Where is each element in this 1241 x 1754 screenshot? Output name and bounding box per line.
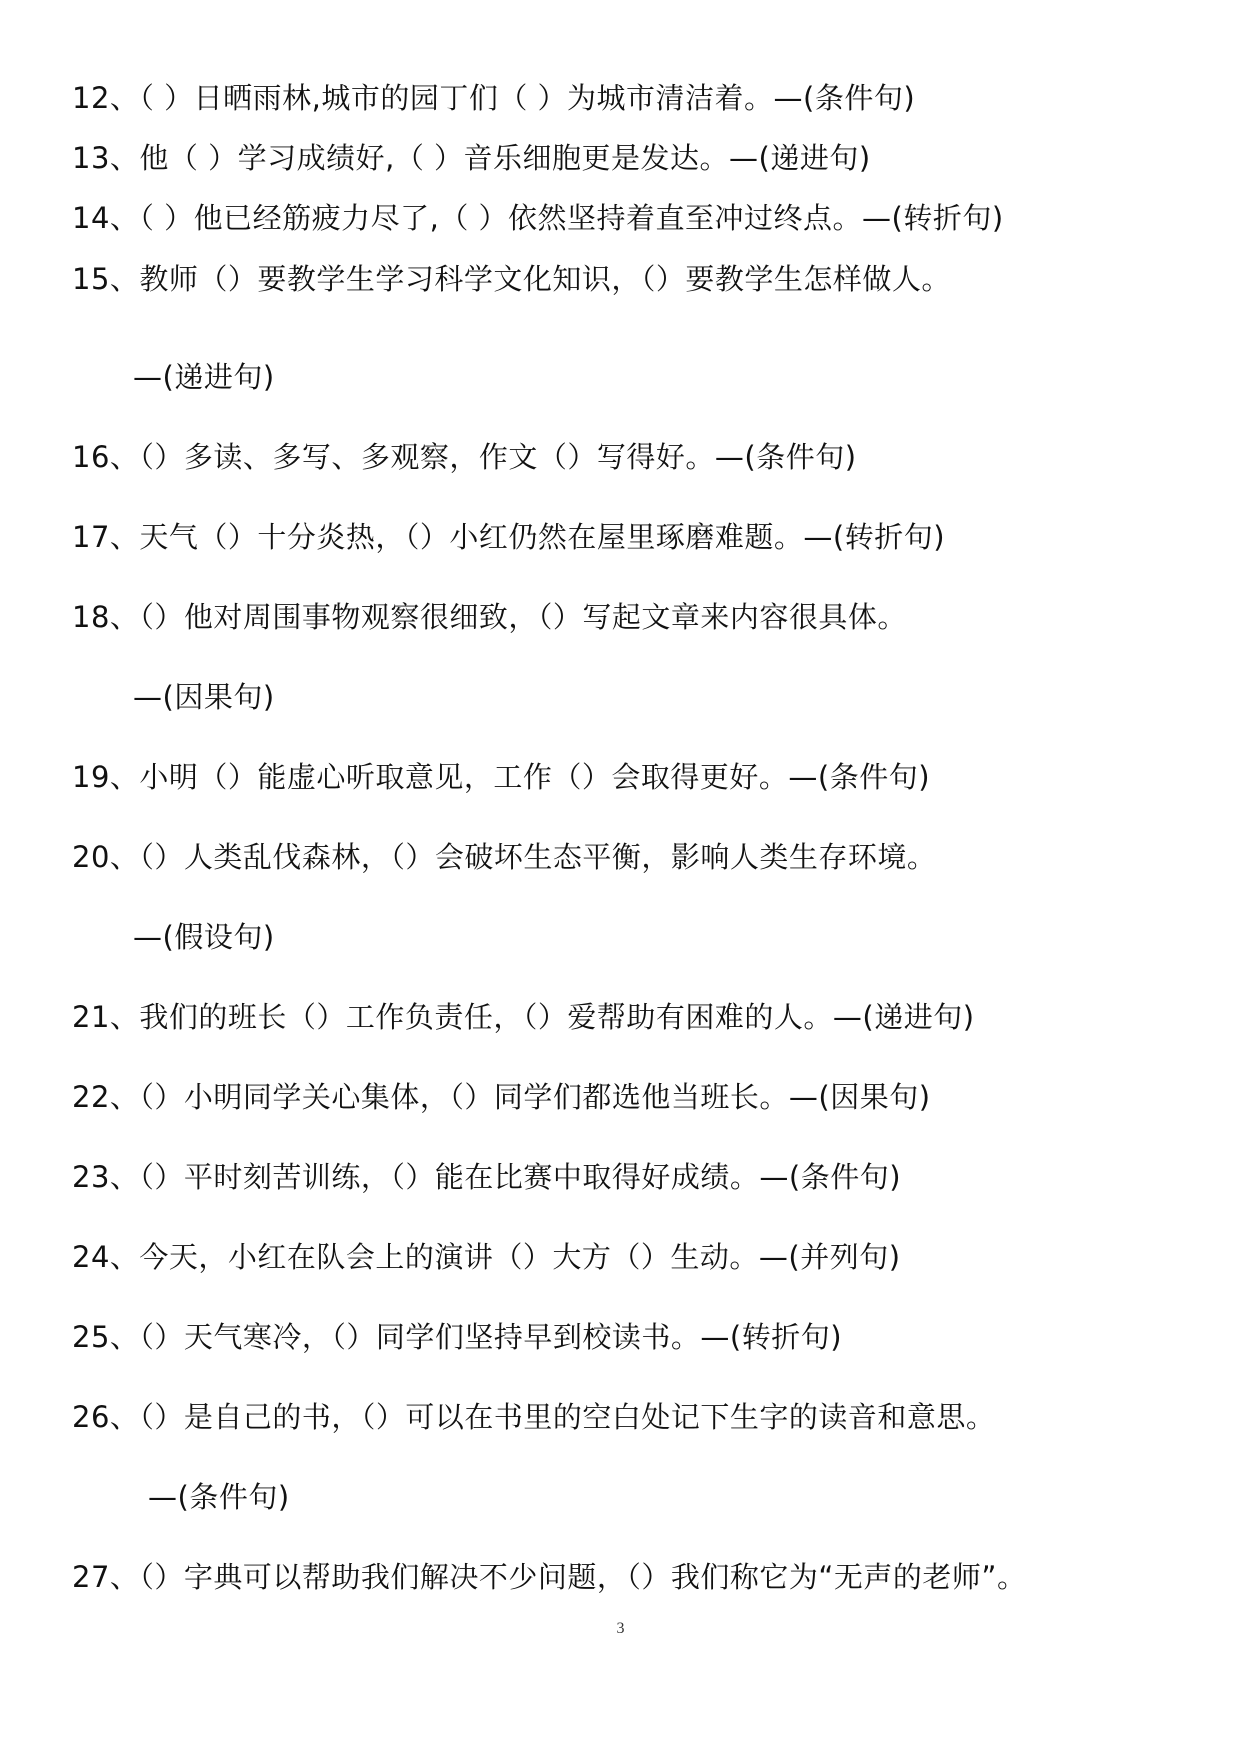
question-25: 25、（）天气寒冷，（）同学们坚持早到校读书。—(转折句): [72, 1320, 843, 1354]
question-17: 17、天气（）十分炎热，（）小红仍然在屋里琢磨难题。—(转折句): [72, 520, 946, 554]
question-20: 20、（）人类乱伐森林，（）会破坏生态平衡，影响人类生存环境。: [72, 840, 937, 874]
question-26-type: —(条件句): [148, 1480, 290, 1514]
question-16: 16、（）多读、多写、多观察，作文（）写得好。—(条件句): [72, 440, 857, 474]
question-22: 22、（）小明同学关心集体，（）同学们都选他当班长。—(因果句): [72, 1080, 931, 1114]
question-14: 14、（ ）他已经筋疲力尽了,（ ）依然坚持着直至冲过终点。—(转折句): [72, 201, 1004, 235]
question-26: 26、（）是自己的书，（）可以在书里的空白处记下生字的读音和意思。: [72, 1400, 996, 1434]
question-15-type: —(递进句): [133, 360, 275, 394]
question-18: 18、（）他对周围事物观察很细致，（）写起文章来内容很具体。: [72, 600, 907, 634]
question-19: 19、小明（）能虚心听取意见，工作（）会取得更好。—(条件句): [72, 760, 931, 794]
question-12: 12、（ ）日晒雨林,城市的园丁们（ ）为城市清洁着。—(条件句): [72, 81, 916, 115]
question-23: 23、（）平时刻苦训练，（）能在比赛中取得好成绩。—(条件句): [72, 1160, 902, 1194]
question-13: 13、他（ ）学习成绩好,（ ）音乐细胞更是发达。—(递进句): [72, 141, 871, 175]
page-number: 3: [616, 1620, 625, 1637]
question-18-type: —(因果句): [133, 680, 275, 714]
question-24: 24、今天，小红在队会上的演讲（）大方（）生动。—(并列句): [72, 1240, 901, 1274]
question-21: 21、我们的班长（）工作负责任，（）爱帮助有困难的人。—(递进句): [72, 1000, 975, 1034]
question-15: 15、教师（）要教学生学习科学文化知识，（）要教学生怎样做人。: [72, 262, 951, 296]
question-20-type: —(假设句): [133, 920, 275, 954]
question-27: 27、（）字典可以帮助我们解决不少问题，（）我们称它为“无声的老师”。: [72, 1560, 1027, 1594]
